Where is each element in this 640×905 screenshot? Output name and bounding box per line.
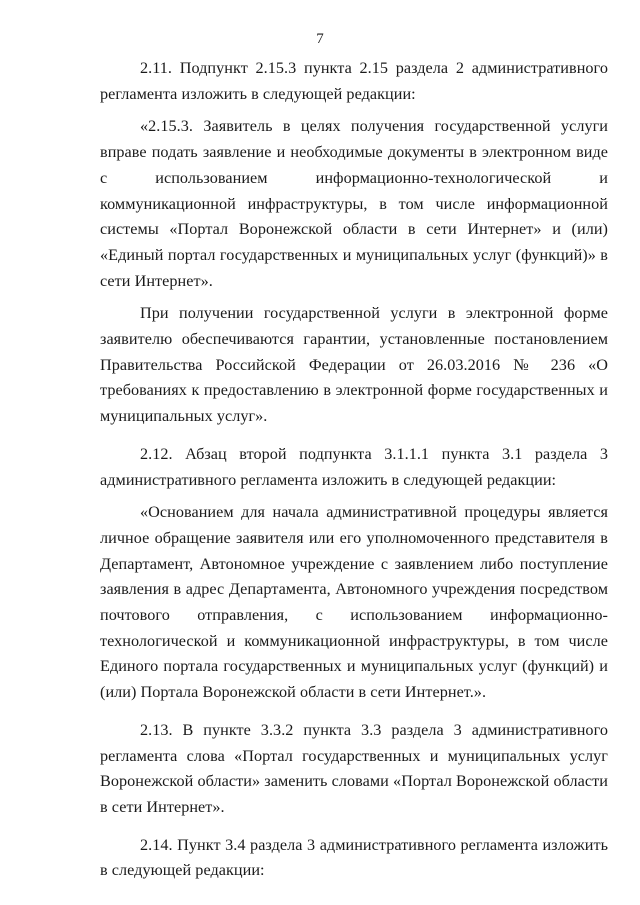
paragraph-2-11: 2.11. Подпункт 2.15.3 пункта 2.15 раздела 2 административного регламента изложить в следующей редакции: (100, 59, 608, 103)
document-body (100, 56, 608, 891)
paragraph-2-13: 2.13. В пункте 3.3.2 пункта 3.3 раздела 3 административного регламента слова «Портал государственных и муниципальных услуг Воронежской области» заменить словами «Портал Воронежской области в сети Интернет». (100, 720, 608, 816)
paragraph-quote-basis: «Основанием для начала административной процедуры является личное обращение заявителя или его уполномоченного представителя в Департамент, Автономное учреждение с заявлением либо поступление заявления в адрес Департамента, Автономного учреждения посредством почтового отправления, с использованием информационно-технологической и коммуникационной инфраструктуры, в том числе Единого портала государственных и муниципальных услуг (функций) и (или) Портала Воронежской области в сети Интернет.». (100, 503, 608, 702)
paragraph-2-12: 2.12. Абзац второй подпункта 3.1.1.1 пункта 3.1 раздела 3 административного регламента изложить в следующей редакции: (100, 444, 608, 489)
paragraph-quote-2-15-3: «2.15.3. Заявитель в целях получения государственной услуги вправе подать заявление и необходимые документы в электронном виде с использованием информационно-технологической и коммуникационной инфраструктуры, в том числе информационной системы «Портал Воронежской области в сети Интернет» и (или) «Единый портал государственных и муниципальных услуг (функций)» в сети Интернет». (100, 117, 608, 290)
paragraph-guarantees: При получении государственной услуги в электронной форме заявителю обеспечиваются гарантии, установленные постановлением Правительства Российской Федерации от 26.03.2016 № 236 «О требованиях к предоставлению в электронной форме государственных и муниципальных услуг». (100, 304, 608, 426)
page-number: 7 (316, 31, 324, 47)
paragraph-2-14: 2.14. Пункт 3.4 раздела 3 административного регламента изложить в следующей редакции: (100, 835, 608, 880)
